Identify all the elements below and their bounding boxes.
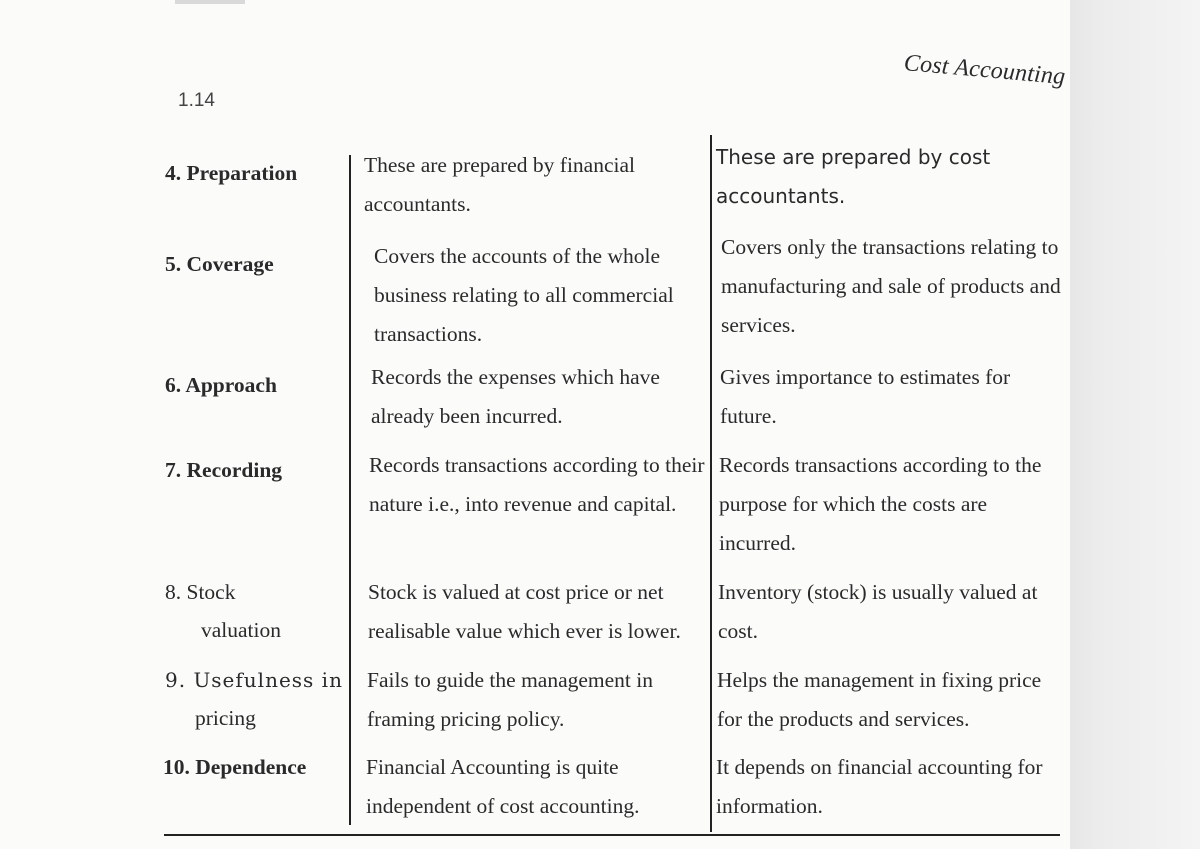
row-label-text: 6. Approach xyxy=(165,373,277,397)
page-number: 1.14 xyxy=(178,90,215,111)
cost-accounting-cell: Inventory (stock) is usually valued at cost. xyxy=(718,580,1038,643)
cost-accounting-cell: These are prepared by cost accountants. xyxy=(716,145,991,208)
cost-accounting-cell: Covers only the transactions relating to manufacturing and sale of products and services. xyxy=(721,235,1061,337)
row-label xyxy=(163,748,348,786)
row-label-text: 5. Coverage xyxy=(165,252,274,276)
financial-accounting-cell: Financial Accounting is quite independent of cost accounting. xyxy=(366,755,640,818)
financial-accounting-cell: Records transactions according to their nature i.e., into revenue and capital. xyxy=(369,453,705,516)
row-label-text: 7. Recording xyxy=(165,458,283,482)
financial-accounting-cell: Records the expenses which have already been incurred. xyxy=(371,365,660,428)
row-label xyxy=(165,154,350,192)
cost-accounting-cell: Gives importance to estimates for future. xyxy=(720,365,1011,428)
row-label-line: valuation xyxy=(201,618,282,642)
row-label-line: 8. Stock xyxy=(165,580,236,604)
row-label-text: 10. Dependence xyxy=(163,755,307,779)
row-label-line: pricing xyxy=(195,706,256,730)
financial-accounting-cell: These are prepared by financial accountants. xyxy=(364,153,635,216)
row-label-text: 4. Preparation xyxy=(165,161,298,185)
cost-accounting-cell: Records transactions according to the purpose for which the costs are incurred. xyxy=(719,453,1042,555)
column-divider-right xyxy=(710,135,712,832)
financial-accounting-cell: Stock is valued at cost price or net realisable value which ever is lower. xyxy=(368,580,681,643)
running-head: Cost Accounting xyxy=(902,50,1067,91)
cost-accounting-cell: Helps the management in fixing price for the products and services. xyxy=(717,668,1042,731)
page-top-mark xyxy=(175,0,245,4)
financial-accounting-cell: Covers the accounts of the whole business relating to all commercial transactions. xyxy=(374,244,674,346)
row-label xyxy=(165,245,350,283)
row-label xyxy=(165,661,350,737)
cost-accounting-cell: It depends on financial accounting for information. xyxy=(716,755,1043,818)
row-label-line: 9. Usefulness in xyxy=(165,668,343,692)
row-label xyxy=(165,573,350,649)
financial-accounting-cell: Fails to guide the management in framing pricing policy. xyxy=(367,668,654,731)
page-edge-shadow xyxy=(1070,0,1200,849)
row-label xyxy=(165,366,350,404)
row-label xyxy=(165,451,350,489)
table-bottom-rule xyxy=(164,834,1060,836)
